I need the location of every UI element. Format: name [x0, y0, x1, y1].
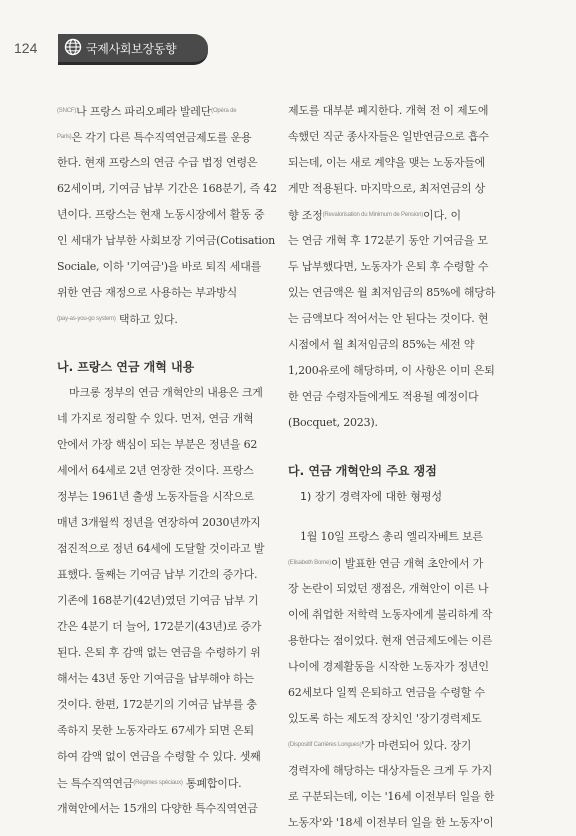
body-text: 통폐합이다. [182, 777, 242, 790]
text-line: 안에서 가장 핵심이 되는 부분은 정년을 62 [57, 438, 258, 451]
subsection-heading: 1) 장기 경력자에 대한 형평성 [300, 490, 443, 503]
text-line: Sociale, 이하 '기여금')을 바로 퇴직 세대를 [57, 260, 262, 273]
text-line: 나이에 경제활동을 시작한 노동자가 정년인 [288, 660, 489, 673]
text-line: 네 가지로 정리할 수 있다. 먼저, 연금 개혁 [57, 412, 254, 425]
text-line: 게만 적용된다. 마지막으로, 최저연금의 상 [288, 182, 486, 195]
text-line: 1,200유로에 해당하며, 이 사항은 이미 은퇴 [288, 364, 495, 377]
text-line [57, 98, 289, 124]
spacer [57, 332, 289, 354]
section-heading: 다. 연금 개혁안의 주요 쟁점 [288, 464, 437, 478]
globe-icon [64, 38, 82, 56]
note-text: (Revalorisation du Minimum de Pension) [322, 212, 424, 218]
text-line: 이에 취업한 저학력 노동자에게 불리하게 작 [288, 608, 493, 621]
section-title: 국제사회보장동향 [86, 42, 177, 56]
text-line: 제도를 대부분 폐지한다. 개혁 전 이 제도에 [288, 104, 489, 117]
text-line: 는 연금 개혁 후 172분기 동안 기여금을 모 [288, 234, 488, 247]
text-line: (Bocquet, 2023). [288, 416, 378, 429]
text-line: 매년 3개월씩 정년을 연장하여 2030년까지 [57, 516, 261, 529]
text-line: 세에서 64세로 2년 연장한 것이다. 프랑스 [57, 464, 254, 477]
note-text: (Dispositif Carrières Longues) [288, 742, 362, 748]
left-column [57, 98, 289, 822]
text-line: 것이다. 한편, 172분기의 기여금 납부를 충 [57, 698, 257, 711]
text-line: 간은 4분기 더 늘어, 172분기(43년)로 증가 [57, 620, 262, 633]
page-number: 124 [14, 40, 38, 56]
spacer [288, 436, 520, 458]
text-line: 두 납부했다면, 노동자가 은퇴 후 수령할 수 [288, 260, 489, 273]
text-line: 한다. 현재 프랑스의 연금 수급 법정 연령은 [57, 156, 258, 169]
body-text: 택하고 있다. [115, 313, 178, 326]
text-line [57, 306, 289, 332]
text-line [57, 770, 289, 796]
text-line: 시점에서 월 최저임금의 85%는 세전 약 [288, 338, 475, 351]
text-line: 로 구분되는데, 이는 '16세 이전부터 일을 한 [288, 790, 495, 803]
text-line: 마크롱 정부의 연금 개혁안의 내용은 크게 [69, 386, 263, 399]
body-text: 이 발표한 연금 개혁 초안에서 가 [330, 557, 483, 570]
body-text: 는 특수직역연금 [57, 777, 134, 790]
text-line: 인 세대가 납부한 사회보장 기여금(Cotisation [57, 234, 276, 247]
body-text: 이다. 이 [423, 209, 461, 222]
section-heading: 나. 프랑스 연금 개혁 내용 [57, 360, 195, 374]
spacer [288, 510, 520, 524]
text-line: 속했던 직군 종사자들은 일반연금으로 흡수 [288, 130, 489, 143]
body-text: '가 마련되어 있다. 장기 [361, 739, 472, 752]
text-line: 62세보다 일찍 은퇴하고 연금을 수령할 수 [288, 686, 485, 699]
section-tab [58, 34, 208, 65]
text-line: 용한다는 점이었다. 현재 연금제도에는 이른 [288, 634, 493, 647]
text-line [288, 550, 520, 576]
body-text: 나 프랑스 파리오페라 발레단 [76, 105, 212, 118]
text-line: 있도록 하는 제도적 장치인 '장기경력제도 [288, 712, 482, 725]
body-text: 향 조정 [288, 209, 323, 222]
right-column [288, 98, 520, 836]
text-line: 기존에 168분기(42년)였던 기여금 납부 기 [57, 594, 259, 607]
note-text: (SNCF) [57, 108, 77, 114]
text-line: 정부는 1961년 출생 노동자들을 시작으로 [57, 490, 254, 503]
text-line: 개혁안에서는 15개의 다양한 특수직역연금 [57, 802, 258, 815]
text-line: 점진적으로 정년 64세에 도달할 것이라고 발 [57, 542, 265, 555]
text-line: 경력자에 해당하는 대상자들은 크게 두 가지 [288, 764, 493, 777]
note-text: (Régimes spéciaux) [133, 780, 183, 786]
text-line: 위한 연금 재정으로 사용하는 부과방식 [57, 286, 238, 299]
text-line: 있는 연금액은 월 최저임금의 85%에 해당하 [288, 286, 496, 299]
note-text: Paris) [57, 134, 72, 140]
page-header [0, 34, 576, 64]
text-line [288, 202, 520, 228]
text-line: 한 연금 수령자들에게도 적용될 예정이다 [288, 390, 479, 403]
note-text: (pay-as-you-go system) [57, 316, 116, 322]
body-text: 은 각기 다른 특수직역연금제도를 운용 [71, 131, 252, 144]
text-line [57, 124, 289, 150]
note-text: (Opéra de [211, 108, 237, 114]
text-line: 장 논란이 되었던 쟁점은, 개혁안이 이른 나 [288, 582, 489, 595]
text-line: 표했다. 둘째는 기여금 납부 기간의 증가다. [57, 568, 258, 581]
text-line: 노동자'와 '18세 이전부터 일을 한 노동자'이 [288, 816, 494, 829]
text-line: 년이다. 프랑스는 현재 노동시장에서 활동 중 [57, 208, 265, 221]
text-line [288, 732, 520, 758]
text-line: 1월 10일 프랑스 총리 엘리자베트 보른 [300, 530, 483, 543]
note-text: (Elisabeth Borne) [288, 560, 331, 566]
text-line: 되는데, 이는 새로 계약을 맺는 노동자들에 [288, 156, 486, 169]
text-line: 하여 감액 없이 연금을 수령할 수 있다. 셋째 [57, 750, 261, 763]
text-line: 62세이며, 기여금 납부 기간은 168분기, 즉 42 [57, 182, 277, 195]
text-line: 된다. 은퇴 후 감액 없는 연금을 수령하기 위 [57, 646, 261, 659]
text-line: 는 금액보다 적어서는 안 된다는 것이다. 현 [288, 312, 489, 325]
text-line: 족하지 못한 노동자라도 67세가 되면 은퇴 [57, 724, 254, 737]
text-line: 해서는 43년 동안 기여금을 납부해야 하는 [57, 672, 254, 685]
